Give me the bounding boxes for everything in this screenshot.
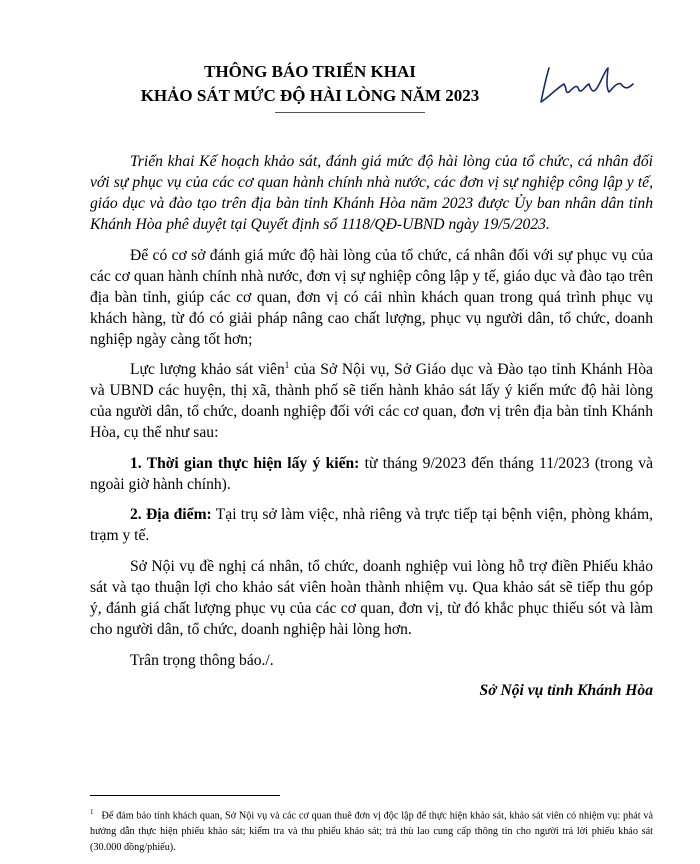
location-item-text: Tại trụ sở làm việc, nhà riêng và trực tiếp tại bệnh viện, phòng khám, trạm y tế. — [90, 506, 653, 545]
purpose-paragraph: Để có cơ sở đánh giá mức độ hài lòng của tổ chức, cá nhân đối với sự phục vụ của các cơ quan hành chính nhà nước, đơn vị sự nghiệp công lập y tế, giáo dục và đào tạo trên địa bàn tỉnh, giúp các cơ quan, đơn vị có cái nhìn khách quan trong quá trình phục vụ khách hàng, từ đó có giải pháp nâng cao chất lượng, phục vụ người dân, tổ chức, doanh nghiệp ngày càng tốt hơn; — [90, 246, 653, 348]
footnote — [90, 804, 653, 856]
footnote-text: Để đảm bảo tính khách quan, Sở Nội vụ và các cơ quan thuê đơn vị độc lập để thực hiện khảo sát, khảo sát viên có nhiệm vụ: phát và hướng dẫn thực hiện phiếu khảo sát; kiểm tra và thu phiếu khảo sát; trả thù lao cung cấp thông tin cho người trả lời phiếu khảo sát (30.000 đồng/phiếu). — [90, 810, 653, 854]
signer-name: Sở Nội vụ tỉnh Khánh Hòa — [479, 682, 653, 700]
document-body — [90, 151, 653, 711]
title-line-1: THÔNG BÁO TRIỂN KHAI — [204, 62, 416, 81]
title-underline — [275, 112, 425, 113]
closing-line: Trân trọng thông báo./. — [130, 651, 274, 669]
handwritten-signature — [535, 64, 645, 106]
request-paragraph: Sở Nội vụ đề nghị cá nhân, tổ chức, doanh nghiệp vui lòng hỗ trợ điền Phiếu khảo sát và tạo thuận lợi cho khảo sát viên hoàn thành nhiệm vụ. Qua khảo sát sẽ tiếp thu góp ý, đánh giá chất lượng phục vụ của các cơ quan, đơn vị, từ đó khắc phục thiếu sót và làm cho người dân, tổ chức, doanh nghiệp hài lòng hơn. — [90, 557, 653, 638]
time-item — [90, 453, 653, 495]
title-line-2: KHẢO SÁT MỨC ĐỘ HÀI LÒNG NĂM 2023 — [140, 86, 480, 105]
footnote-reference: 1 — [284, 360, 290, 370]
time-item-label: 1. Thời gian thực hiện lấy ý kiến: — [130, 454, 360, 472]
location-item — [90, 504, 653, 546]
time-item-text: từ tháng 9/2023 đến tháng 11/2023 (trong và ngoài giờ hành chính). — [90, 454, 653, 493]
document-title — [60, 60, 560, 108]
surveyor-text-start: Lực lượng khảo sát viên — [130, 361, 285, 379]
location-item-label: 2. Địa điểm: — [130, 506, 212, 524]
footnote-separator — [90, 795, 280, 796]
surveyor-paragraph — [90, 359, 653, 443]
surveyor-text-end: của Sở Nội vụ, Sở Giáo dục và Đào tạo tỉnh Khánh Hòa và UBND các huyện, thị xã, thành phố sẽ tiến hành khảo sát lấy ý kiến mức độ hài lòng của người dân, tổ chức, doanh nghiệp đối với các cơ quan, đơn vị trên địa bàn tỉnh Khánh Hòa, cụ thể như sau: — [90, 361, 653, 442]
intro-paragraph: Triển khai Kế hoạch khảo sát, đánh giá mức độ hài lòng của tổ chức, cá nhân đối với sự phục vụ của các cơ quan hành chính nhà nước, các đơn vị sự nghiệp công lập y tế, giáo dục và đào tạo trên địa bàn tỉnh Khánh Hòa năm 2023 được Ủy ban nhân dân tỉnh Khánh Hòa phê duyệt tại Quyết định số 1118/QĐ-UBND ngày 19/5/2023. — [90, 153, 653, 233]
footnote-marker: 1 — [90, 808, 94, 816]
